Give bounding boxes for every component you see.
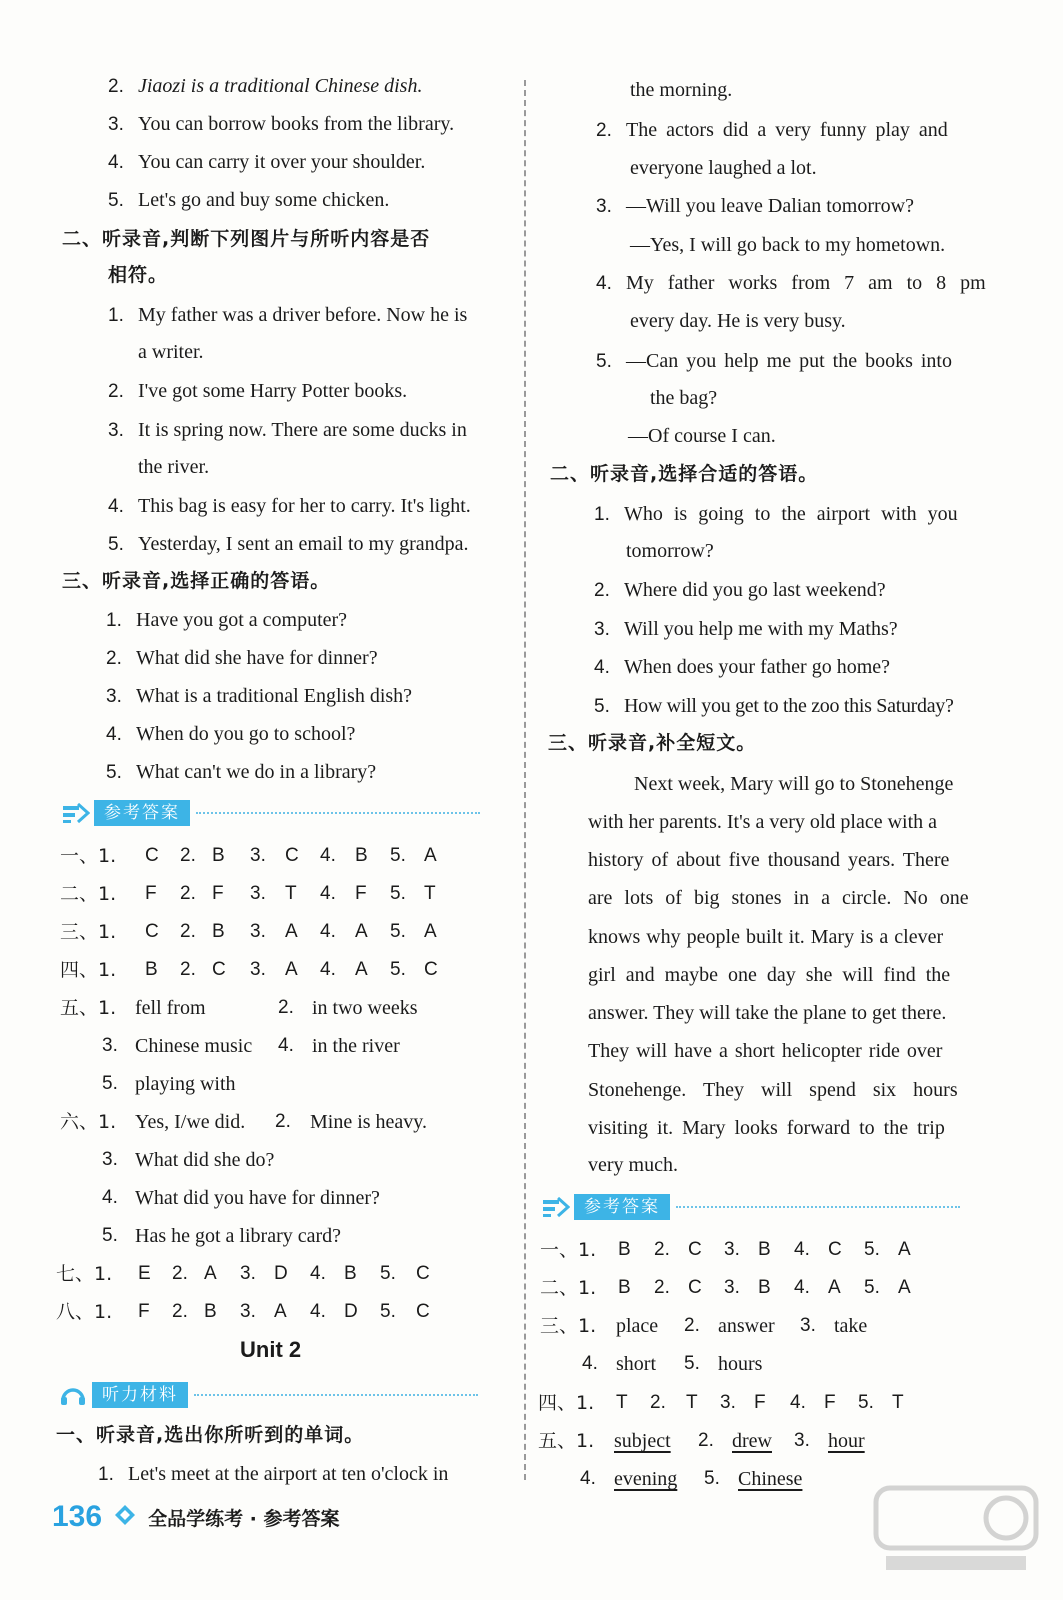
- answer-value: B: [344, 1263, 357, 1284]
- answer-number: 4.: [320, 883, 336, 904]
- answer-value: in the river: [312, 1035, 400, 1057]
- answer-row: [56, 1300, 476, 1325]
- answer-value: A: [898, 1277, 911, 1298]
- answer-value: A: [285, 921, 298, 942]
- answer-value: place: [616, 1315, 659, 1337]
- item-text: My father works from 7 am to 8 pm: [626, 272, 986, 294]
- section-heading: 三、听录音,补全短文。: [548, 732, 757, 754]
- answer-number: 3.: [250, 959, 266, 980]
- answer-label: 七、1.: [56, 1263, 113, 1285]
- answer-number: 5.: [858, 1392, 874, 1413]
- answer-value: A: [424, 921, 437, 942]
- answer-number: 5.: [390, 883, 406, 904]
- diamond-icon: [114, 1504, 136, 1531]
- answer-number: 3.: [240, 1263, 256, 1284]
- answer-value: F: [138, 1301, 150, 1322]
- dotted-rule: [196, 812, 480, 814]
- answer-row: [60, 920, 480, 945]
- item-text: Have you got a computer?: [136, 609, 348, 631]
- list-item: 4. My father works from 7 am to 8 pm: [596, 272, 986, 294]
- banner-label: 参考答案: [94, 800, 190, 826]
- answer-label: 五、1.: [60, 997, 117, 1019]
- answer-key-icon: [60, 800, 94, 826]
- list-item: 5. What can't we do in a library?: [106, 761, 377, 783]
- item-text: What can't we do in a library?: [136, 761, 377, 783]
- answer-number: 3.: [724, 1277, 740, 1298]
- answer-value: C: [145, 845, 159, 866]
- answer-number: 3.: [800, 1315, 816, 1336]
- answer-value: E: [138, 1263, 151, 1284]
- unit-title: Unit 2: [240, 1337, 302, 1362]
- answer-value: What did she do?: [135, 1149, 275, 1171]
- answer-value: F: [754, 1392, 766, 1413]
- list-item: 4. You can carry it over your shoulder.: [108, 151, 426, 173]
- answer-row: [60, 1110, 500, 1135]
- answer-row: [60, 882, 480, 907]
- answers-banner: [60, 800, 480, 826]
- answer-value: B: [758, 1239, 771, 1260]
- passage-line: answer. They will take the plane to get there.: [588, 1002, 947, 1024]
- list-item: 2. What did she have for dinner?: [106, 647, 378, 669]
- answer-number: 2.: [180, 959, 196, 980]
- answer-value: C: [416, 1301, 430, 1322]
- answer-value: B: [204, 1301, 217, 1322]
- answer-row: [60, 958, 480, 983]
- item-text-cont: a writer.: [138, 341, 204, 363]
- item-text: My father was a driver before. Now he is: [138, 304, 468, 326]
- passage-line: visiting it. Mary looks forward to the trip: [588, 1117, 945, 1139]
- item-text-cont: the river.: [138, 456, 210, 478]
- answer-value: B: [618, 1239, 631, 1260]
- list-item: 5. How will you get to the zoo this Saturday?: [594, 695, 954, 717]
- answer-number: 2.: [684, 1315, 700, 1336]
- answer-value: subject: [614, 1430, 671, 1452]
- answer-number: 3.: [250, 845, 266, 866]
- answer-number: 2.: [654, 1239, 670, 1260]
- answer-value: What did you have for dinner?: [135, 1187, 380, 1209]
- item-text: The actors did a very funny play and: [626, 119, 948, 141]
- passage-line: girl and maybe one day she will find the: [588, 964, 951, 986]
- item-text: Yesterday, I sent an email to my grandpa.: [138, 533, 469, 555]
- answer-number: 3.: [250, 883, 266, 904]
- answer-value: Chinese music: [135, 1035, 253, 1057]
- answer-value: B: [145, 959, 158, 980]
- item-text-cont: —Yes, I will go back to my hometown.: [630, 234, 946, 256]
- item-text-cont: tomorrow?: [626, 540, 714, 562]
- answer-number: 5.: [864, 1277, 880, 1298]
- banner-label: 参考答案: [574, 1194, 670, 1220]
- answer-number: 4.: [310, 1263, 326, 1284]
- list-item: 4. This bag is easy for her to carry. It's light.: [108, 495, 471, 517]
- list-item: 2. The actors did a very funny play and: [596, 119, 948, 141]
- item-text: How will you get to the zoo this Saturday?: [624, 695, 954, 717]
- answer-number: 3.: [794, 1430, 810, 1451]
- answer-value: F: [145, 883, 157, 904]
- answer-value: evening: [614, 1468, 678, 1490]
- answer-number: 3.: [720, 1392, 736, 1413]
- item-text-cont: the morning.: [630, 79, 733, 101]
- answer-row: [60, 844, 480, 869]
- answer-label: 六、1.: [60, 1111, 117, 1133]
- answer-value: D: [344, 1301, 358, 1322]
- item-text: —Will you leave Dalian tomorrow?: [626, 195, 914, 217]
- answer-number: 5.: [684, 1353, 700, 1374]
- answer-value: playing with: [135, 1073, 236, 1095]
- answer-number: 4.: [102, 1187, 118, 1208]
- answer-value: Mine is heavy.: [310, 1111, 428, 1133]
- answer-label: 四、1.: [538, 1392, 595, 1414]
- list-item: 4. When does your father go home?: [594, 656, 891, 678]
- answer-value: F: [355, 883, 367, 904]
- page-number: 136: [52, 1500, 103, 1533]
- answer-value: T: [686, 1392, 698, 1413]
- answer-number: 2.: [180, 845, 196, 866]
- section-heading: 二、听录音,判断下列图片与所听内容是否: [62, 228, 431, 250]
- list-item: 3. You can borrow books from the library.: [108, 113, 455, 135]
- item-text: I've got some Harry Potter books.: [138, 380, 408, 402]
- answer-value: B: [212, 845, 225, 866]
- answer-label: 八、1.: [56, 1301, 113, 1323]
- item-text: Where did you go last weekend?: [624, 579, 886, 601]
- answer-value: A: [355, 921, 368, 942]
- answer-value: A: [285, 959, 298, 980]
- list-item: 3. It is spring now. There are some ducks in: [108, 419, 467, 441]
- item-text: This bag is easy for her to carry. It's light.: [138, 495, 471, 517]
- item-text: —Can you help me put the books into: [626, 350, 952, 372]
- answer-number: 4.: [320, 959, 336, 980]
- answer-label: 四、1.: [60, 959, 117, 981]
- list-item: 2. Where did you go last weekend?: [594, 579, 886, 601]
- list-item: 4. When do you go to school?: [106, 723, 356, 745]
- answer-value: in two weeks: [312, 997, 418, 1019]
- answer-value: T: [892, 1392, 904, 1413]
- answer-number: 4.: [320, 845, 336, 866]
- answer-number: 5.: [390, 921, 406, 942]
- passage-line: with her parents. It's a very old place with a: [588, 811, 938, 833]
- answer-number: 5.: [102, 1225, 118, 1246]
- answer-number: 2.: [180, 921, 196, 942]
- answer-value: answer: [718, 1315, 775, 1337]
- answer-value: C: [212, 959, 226, 980]
- answer-number: 2.: [278, 997, 294, 1018]
- answer-value: C: [416, 1263, 430, 1284]
- answer-value: T: [616, 1392, 628, 1413]
- answer-number: 2.: [698, 1430, 714, 1451]
- answer-number: 4.: [278, 1035, 294, 1056]
- answer-number: 3.: [240, 1301, 256, 1322]
- answer-value: short: [616, 1353, 656, 1375]
- answer-value: B: [355, 845, 368, 866]
- passage-line: are lots of big stones in a circle. No one: [588, 887, 969, 909]
- passage-line: Stonehenge. They will spend six hours: [588, 1079, 958, 1101]
- item-text: What is a traditional English dish?: [136, 685, 413, 707]
- answer-row: [538, 1429, 958, 1454]
- answer-value: B: [758, 1277, 771, 1298]
- item-text: Who is going to the airport with you: [624, 503, 958, 525]
- list-item: 5. Yesterday, I sent an email to my grandpa.: [108, 533, 469, 555]
- dotted-rule: [194, 1394, 478, 1396]
- answer-number: 2.: [180, 883, 196, 904]
- banner-label: 听力材料: [92, 1382, 188, 1408]
- passage-line: history of about five thousand years. There: [588, 849, 950, 871]
- answer-number: 2.: [172, 1301, 188, 1322]
- answer-number: 4.: [794, 1239, 810, 1260]
- answer-label: 三、1.: [540, 1315, 597, 1337]
- answer-number: 5.: [102, 1073, 118, 1094]
- answer-number: 2.: [654, 1277, 670, 1298]
- headphones-icon: [58, 1382, 92, 1408]
- item-text-cont: every day. He is very busy.: [630, 310, 846, 332]
- answer-value: C: [828, 1239, 842, 1260]
- answer-row: [540, 1314, 960, 1339]
- answer-value: F: [824, 1392, 836, 1413]
- answer-number: 3.: [724, 1239, 740, 1260]
- section-heading-cont: 相符。: [108, 264, 169, 286]
- list-item: 5. —Can you help me put the books into: [596, 350, 952, 372]
- list-item: 1. My father was a driver before. Now he is: [108, 304, 468, 326]
- item-text: What did she have for dinner?: [136, 647, 378, 669]
- answer-number: 5.: [704, 1468, 720, 1489]
- answer-number: 2.: [172, 1263, 188, 1284]
- item-text: It is spring now. There are some ducks in: [138, 419, 467, 441]
- answer-value: hours: [718, 1353, 763, 1375]
- answer-number: 5.: [390, 845, 406, 866]
- item-text: You can borrow books from the library.: [138, 113, 455, 135]
- answer-value: D: [274, 1263, 288, 1284]
- answer-value: drew: [732, 1430, 772, 1452]
- list-item: 3. —Will you leave Dalian tomorrow?: [596, 195, 914, 217]
- passage-line: very much.: [588, 1154, 678, 1176]
- answer-label: 二、1.: [60, 883, 117, 905]
- answer-value: B: [212, 921, 225, 942]
- answer-row: [538, 1391, 958, 1416]
- item-text-cont: —Of course I can.: [628, 425, 776, 447]
- page-footer: [52, 1500, 340, 1534]
- answer-value: A: [204, 1263, 217, 1284]
- answer-value: hour: [828, 1430, 865, 1452]
- answer-value: C: [688, 1239, 702, 1260]
- answer-value: A: [274, 1301, 287, 1322]
- watermark-logo: [866, 1478, 1046, 1578]
- section-heading: 一、听录音,选出你所听到的单词。: [56, 1424, 365, 1446]
- answer-label: 二、1.: [540, 1277, 597, 1299]
- answer-value: Chinese: [738, 1468, 803, 1490]
- answer-row: [60, 996, 490, 1021]
- section-heading: 二、听录音,选择合适的答语。: [550, 463, 819, 485]
- answer-value: A: [898, 1239, 911, 1260]
- item-text-cont: the bag?: [650, 387, 718, 409]
- item-text: Let's meet at the airport at ten o'clock in: [128, 1463, 449, 1485]
- answer-value: C: [145, 921, 159, 942]
- list-item: 1. Who is going to the airport with you: [594, 503, 958, 525]
- item-text: When do you go to school?: [136, 723, 356, 745]
- answer-label: 一、1.: [540, 1239, 597, 1261]
- answer-number: 2.: [275, 1111, 291, 1132]
- answers-banner: [540, 1194, 960, 1220]
- answer-value: Yes, I/we did.: [135, 1111, 246, 1133]
- answer-value: T: [424, 883, 436, 904]
- answer-number: 5.: [380, 1301, 396, 1322]
- answer-number: 5.: [390, 959, 406, 980]
- item-text: When does your father go home?: [624, 656, 891, 678]
- list-item: 3. Will you help me with my Maths?: [594, 618, 898, 640]
- dotted-rule: [676, 1206, 960, 1208]
- list-item: 1. Let's meet at the airport at ten o'clock in: [98, 1463, 449, 1485]
- answer-number: 5.: [864, 1239, 880, 1260]
- answer-label: 三、1.: [60, 921, 117, 943]
- answer-label: 一、1.: [60, 845, 117, 867]
- list-item: 3. What is a traditional English dish?: [106, 685, 413, 707]
- answer-number: 3.: [102, 1149, 118, 1170]
- answer-number: 4.: [790, 1392, 806, 1413]
- answer-value: A: [424, 845, 437, 866]
- listening-banner: [58, 1382, 478, 1408]
- passage-line: They will have a short helicopter ride over: [588, 1040, 943, 1062]
- section-heading: 三、听录音,选择正确的答语。: [62, 570, 331, 592]
- item-text: Let's go and buy some chicken.: [138, 189, 390, 211]
- answer-number: 3.: [102, 1035, 118, 1056]
- item-text: You can carry it over your shoulder.: [138, 151, 426, 173]
- answer-number: 3.: [250, 921, 266, 942]
- answer-value: C: [285, 845, 299, 866]
- answer-key-icon: [540, 1194, 574, 1220]
- answer-number: 4.: [310, 1301, 326, 1322]
- list-item: 2. I've got some Harry Potter books.: [108, 380, 408, 402]
- passage-line: knows why people built it. Mary is a clever: [588, 926, 944, 948]
- item-text: Jiaozi is a traditional Chinese dish.: [138, 75, 423, 97]
- answer-label: 五、1.: [538, 1430, 595, 1452]
- answer-value: C: [424, 959, 438, 980]
- list-item: 2. Jiaozi is a traditional Chinese dish.: [108, 75, 423, 97]
- answer-value: B: [618, 1277, 631, 1298]
- list-item: 1. Have you got a computer?: [106, 609, 348, 631]
- column-divider: [524, 80, 526, 1480]
- answer-number: 4.: [580, 1468, 596, 1489]
- answer-row: [540, 1238, 960, 1263]
- answer-value: A: [828, 1277, 841, 1298]
- answer-number: 5.: [380, 1263, 396, 1284]
- answer-row: [56, 1262, 476, 1287]
- answer-number: 4.: [582, 1353, 598, 1374]
- answer-value: fell from: [135, 997, 206, 1019]
- footer-title: 全品学练考 · 参考答案: [148, 1507, 340, 1530]
- answer-value: A: [355, 959, 368, 980]
- answer-value: T: [285, 883, 297, 904]
- answer-number: 2.: [650, 1392, 666, 1413]
- passage-line: Next week, Mary will go to Stonehenge: [634, 773, 954, 795]
- list-item: 5. Let's go and buy some chicken.: [108, 189, 390, 211]
- item-text: Will you help me with my Maths?: [624, 618, 898, 640]
- answer-value: take: [834, 1315, 868, 1337]
- answer-number: 4.: [794, 1277, 810, 1298]
- answer-value: Has he got a library card?: [135, 1225, 342, 1247]
- item-text-cont: everyone laughed a lot.: [630, 157, 817, 179]
- answer-value: F: [212, 883, 224, 904]
- answer-number: 4.: [320, 921, 336, 942]
- answer-row: [540, 1276, 960, 1301]
- answer-value: C: [688, 1277, 702, 1298]
